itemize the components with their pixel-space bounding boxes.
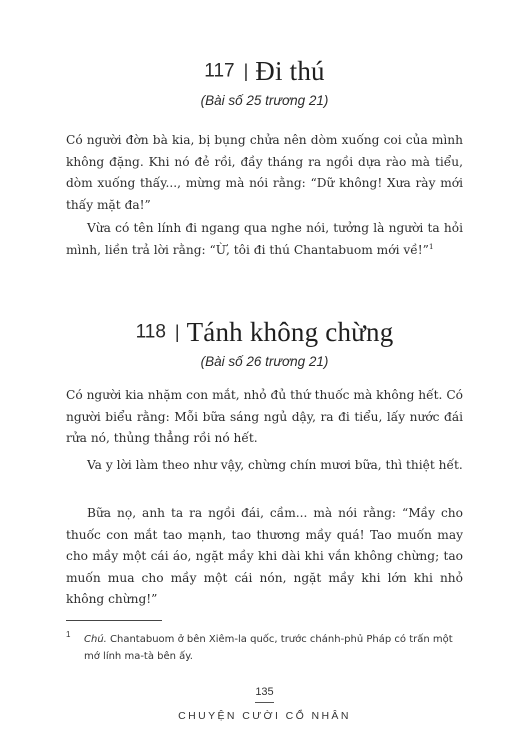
footnote-rule (66, 620, 162, 621)
story-117-title-line (0, 56, 529, 87)
story-118-heading (0, 317, 529, 369)
story-117-heading (0, 56, 529, 108)
footnote-mark: 1 (66, 630, 71, 639)
footnote-label: Chú. (84, 634, 107, 645)
page-number: 135 (255, 686, 274, 698)
story-subtitle: (Bài số 25 trương 21) (200, 93, 329, 108)
story-118-paragraph-2: Va y lời làm theo như vậy, chừng chín mươi bữa, thì thiệt hết. (87, 458, 463, 472)
story-118-paragraph-1: Có người kia nhặm con mắt, nhỏ đủ thứ thuốc mà không hết. Có người biểu rằng: Mỗi bữa sáng ngủ dậy, ra đi tiểu, lấy nước đái rửa nó, thủng thẳng rồi nó hết. (66, 388, 463, 445)
paragraph-text: Vừa có tên lính đi ngang qua nghe nói, tưởng là người ta hỏi mình, liền trả lời rằng: “Ừ, tôi đi thú Chantabuom mới về!” (66, 221, 463, 257)
story-117-paragraph-2 (66, 218, 463, 261)
story-118-title-line (0, 317, 529, 348)
story-subtitle: (Bài số 26 trương 21) (200, 354, 329, 369)
story-number: 117 (204, 60, 235, 82)
running-title: CHUYỆN CƯỜI CỔ NHÂN (178, 710, 351, 722)
footnote-text (84, 631, 454, 665)
story-number: 118 (135, 321, 166, 343)
story-118-paragraph-3: Bữa nọ, anh ta ra ngồi đái, cầm... mà nói rằng: “Mầy cho thuốc con mắt tao mạnh, tao thương mầy quá! Tao muốn may cho mầy một cái áo, ngặt mầy khi dài khi vắn không chừng; tao muốn mua cho mầy một cái nón, ngặt mầy khi lớn khi nhỏ không chừng!” (66, 506, 463, 606)
story-title: Đi thú (255, 56, 325, 86)
page-number-underline (255, 702, 274, 703)
footnote-reference: 1 (428, 241, 434, 251)
story-117-paragraph-1: Có người đờn bà kia, bị bụng chửa nên dòm xuống coi của mình không đặng. Khi nó đẻ rồi, đầy tháng ra ngồi dựa rào mà tiểu, dòm xuống thấy..., mừng mà nói rằng: “Dữ không! Xưa rày mới thấy mặt đa!” (66, 133, 463, 212)
title-separator: | (174, 322, 180, 342)
story-title: Tánh không chừng (186, 317, 394, 347)
footnote-body: Chantabuom ở bên Xiêm-la quốc, trước chánh-phủ Pháp có trấn một mớ lính ma-tà bên ấy. (84, 634, 453, 662)
title-separator: | (243, 61, 249, 81)
